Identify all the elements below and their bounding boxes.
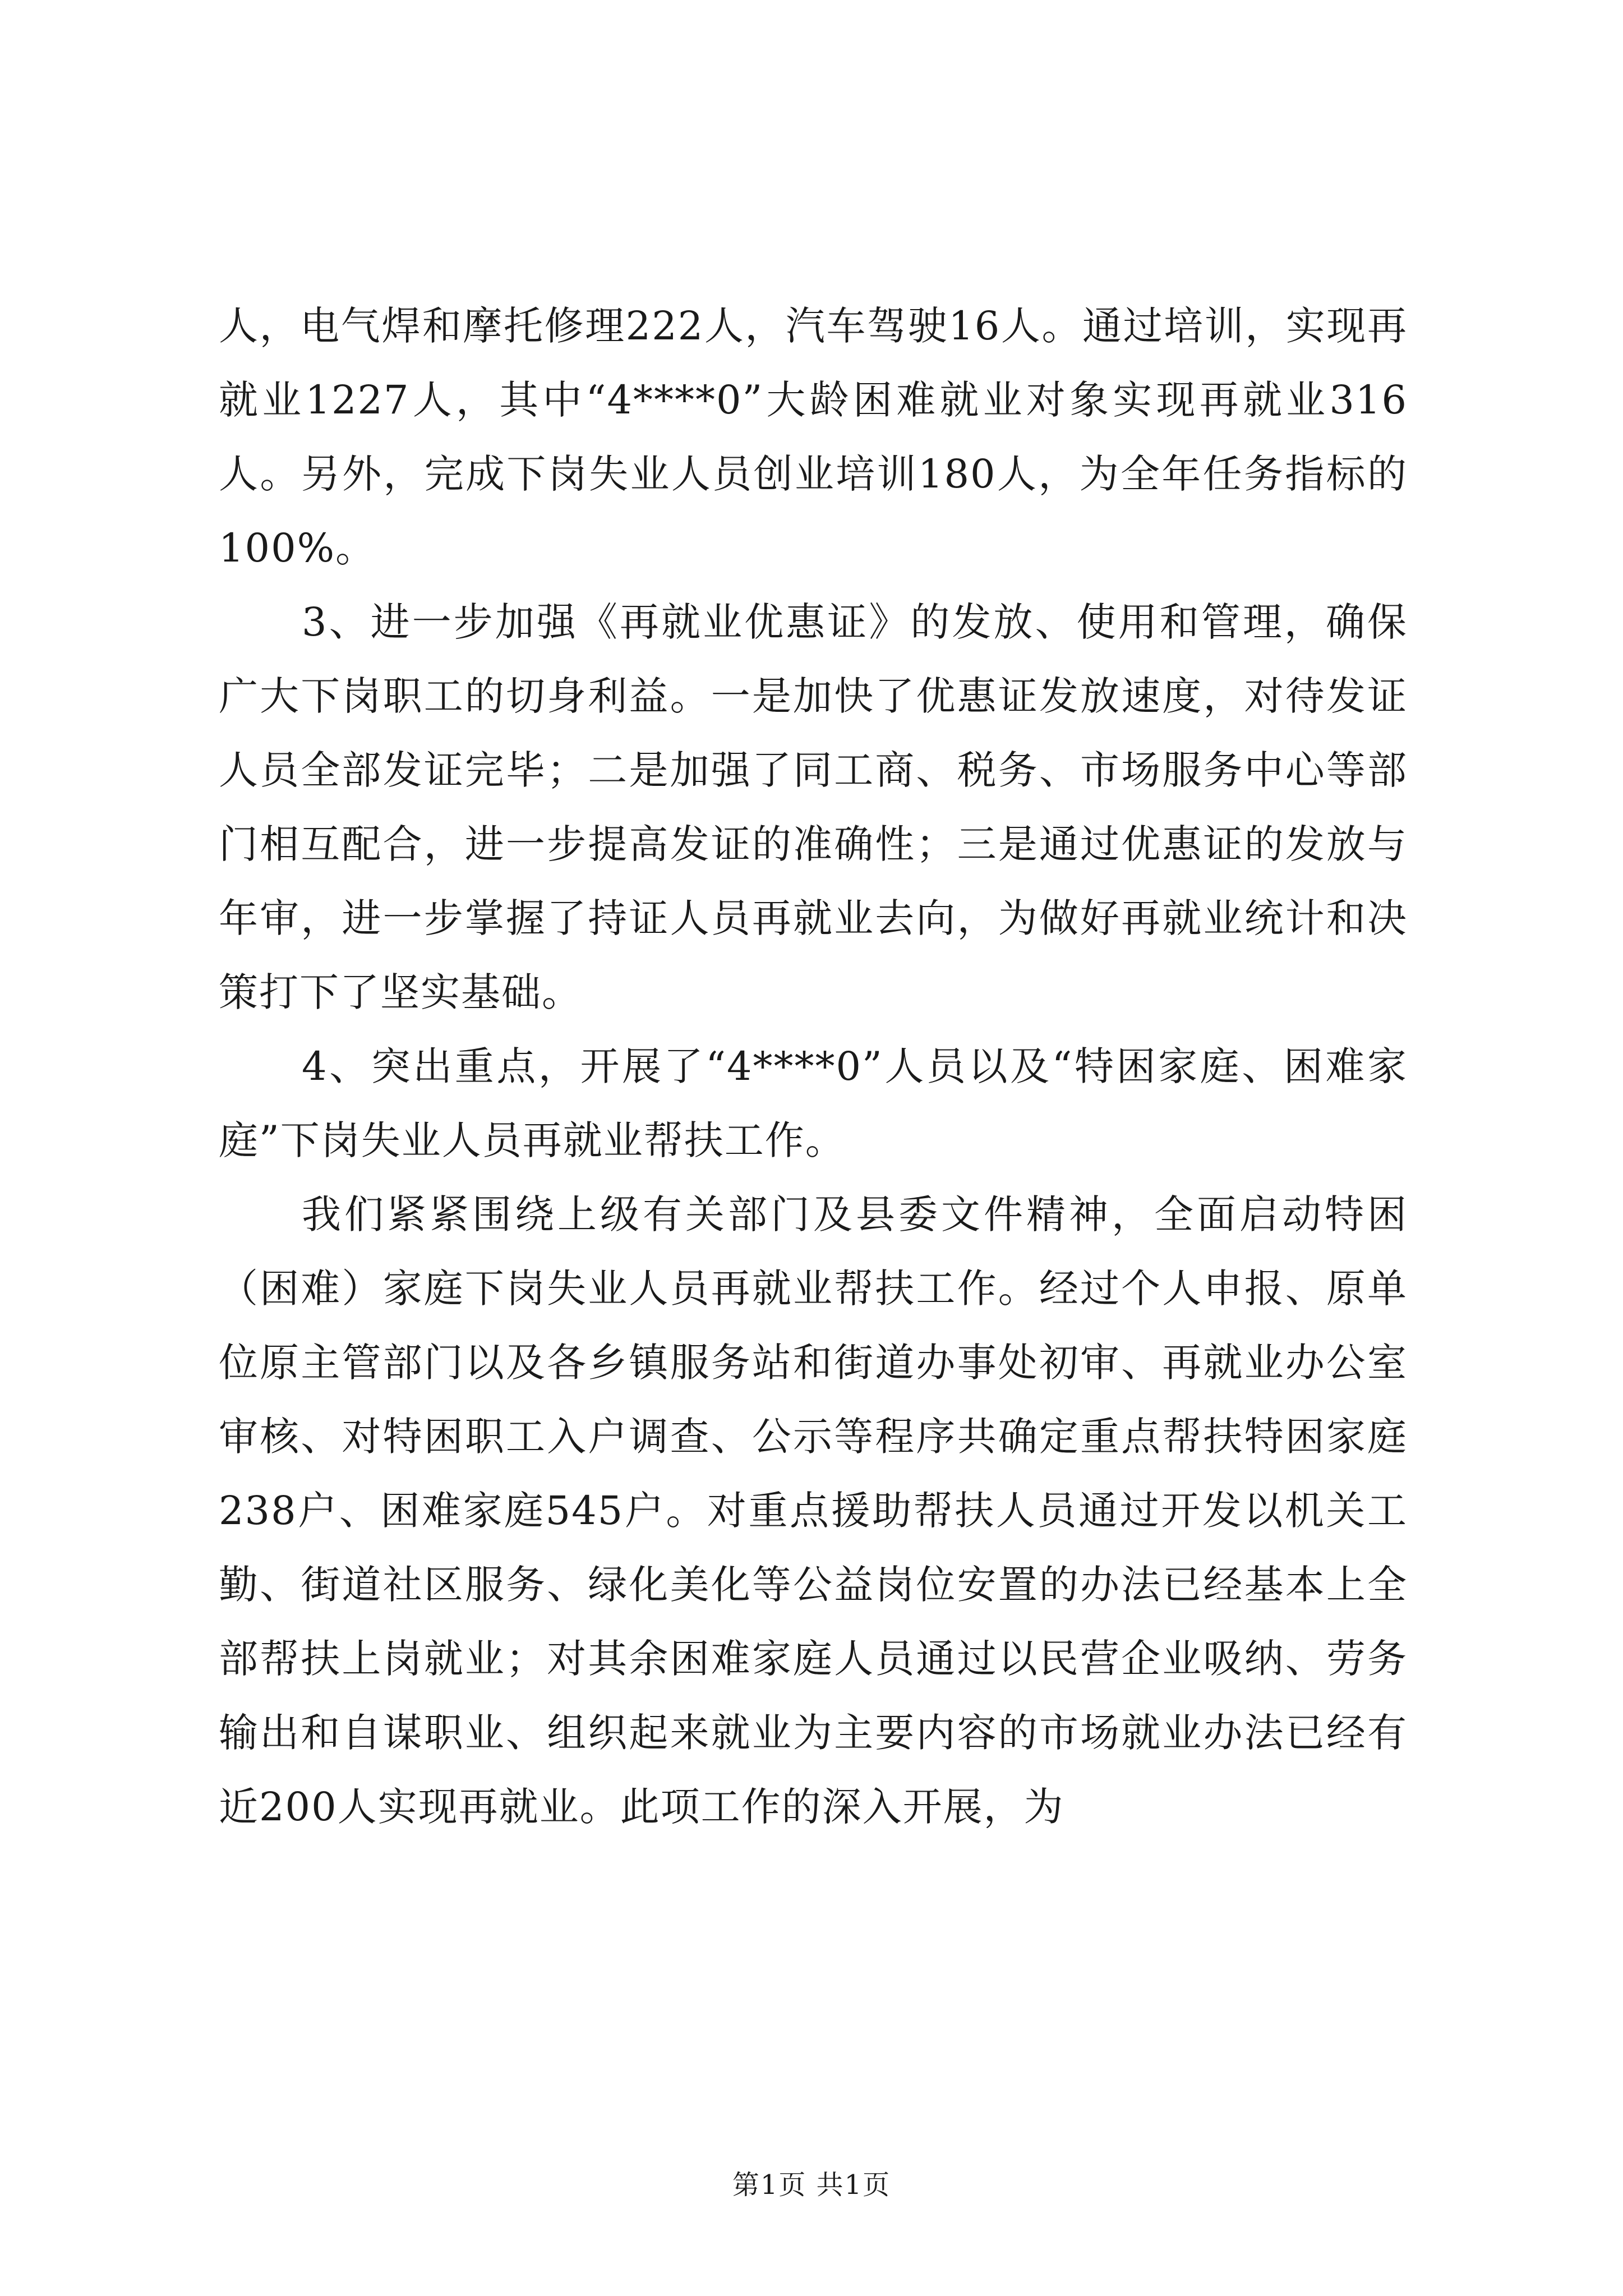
paragraph-item-3: 3、进一步加强《再就业优惠证》的发放、使用和管理，确保广大下岗职工的切身利益。一是加快了优惠证发放速度，对待发证人员全部发证完毕；二是加强了同工商、税务、市场服务中心等部门相互配合，进一步提高发证的准确性；三是通过优惠证的发放与年审，进一步掌握了持证人员再就业去向，为做好再就业统计和决策打下了坚实基础。 <box>219 599 1408 1015</box>
paragraph-continuation: 人，电气焊和摩托修理222人，汽车驾驶16人。通过培训，实现再就业1227人，其中“4****0”大龄困难就业对象实现再就业316人。另外，完成下岗失业人员创业培训180人，为全年任务指标的100%。 <box>219 303 1408 571</box>
document-body <box>219 289 1408 1844</box>
paragraph-item-4: 4、突出重点，开展了“4****0”人员以及“特困家庭、困难家庭”下岗失业人员再就业帮扶工作。 <box>219 1043 1408 1163</box>
page-footer: 第1页 共1页 <box>732 2169 891 2201</box>
paragraph-body: 我们紧紧围绕上级有关部门及县委文件精神，全面启动特困（困难）家庭下岗失业人员再就业帮扶工作。经过个人申报、原单位原主管部门以及各乡镇服务站和街道办事处初审、再就业办公室审核、对特困职工入户调查、公示等程序共确定重点帮扶特困家庭238户、困难家庭545户。对重点援助帮扶人员通过开发以机关工勤、街道社区服务、绿化美化等公益岗位安置的办法已经基本上全部帮扶上岗就业；对其余困难家庭人员通过以民营企业吸纳、劳务输出和自谋职业、组织起来就业为主要内容的市场就业办法已经有近200人实现再就业。此项工作的深入开展，为 <box>219 1191 1408 1830</box>
